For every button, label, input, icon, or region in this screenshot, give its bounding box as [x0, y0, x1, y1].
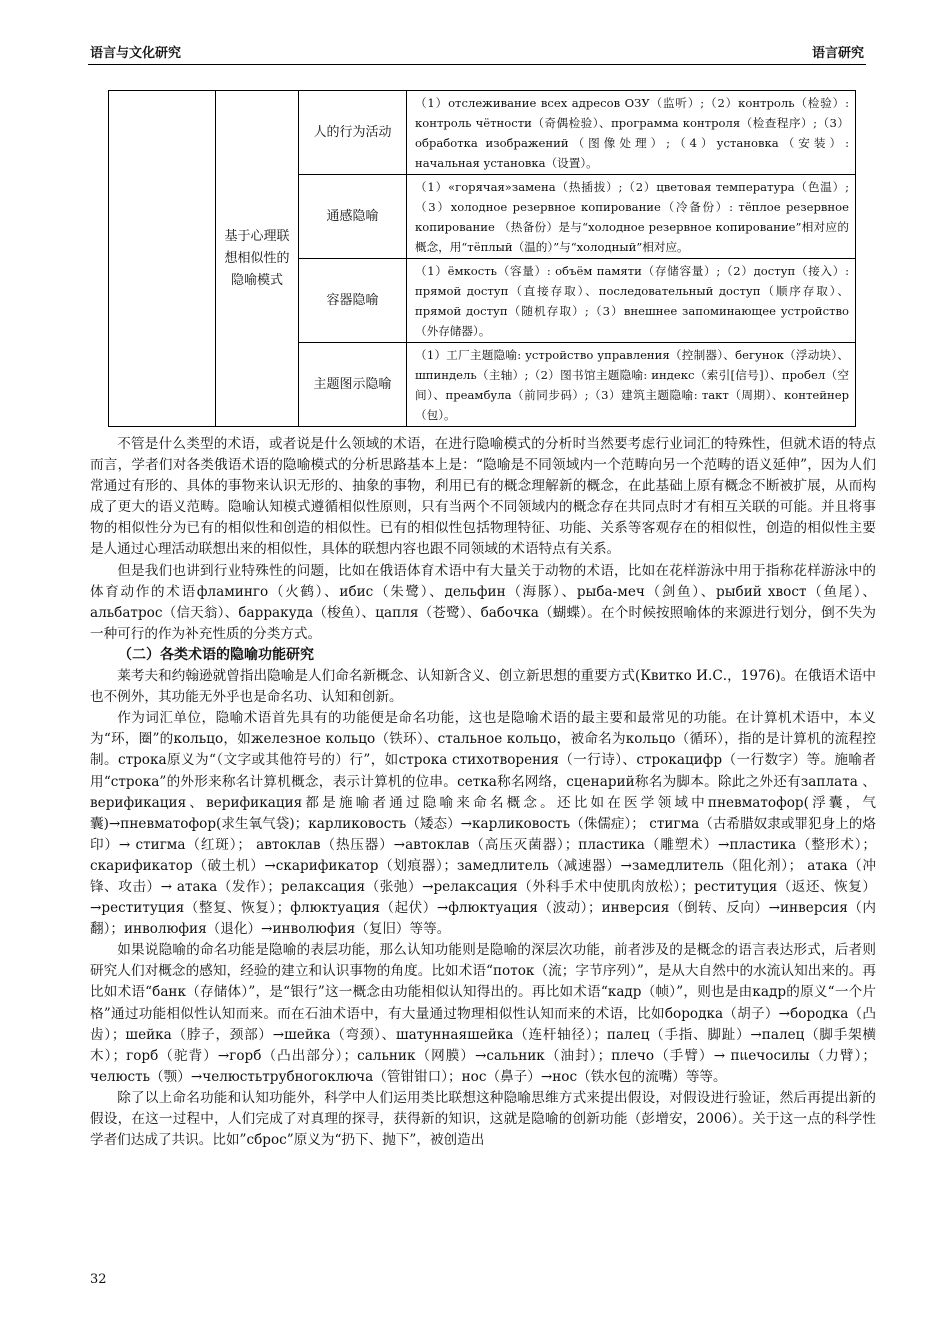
paragraph: 如果说隐喻的命名功能是隐喻的表层功能，那么认知功能则是隐喻的深层次功能，前者涉及的是概念的语言表达形式，后者则研究人们对概念的感知，经验的建立和认识事物的角度。比如术语“поток（流；字节序列）”，是从大自然中的水流认知出来的。再比如术语“банк（存储体）”，是“银行”这一概念由功能相似认知得出的。再比如术语“кадр（帧）”，则也是由кадр的原义“一个片格”通过功能相似性认知而来。而在石油术语中，有大量通过物理相似性认知而来的术语，比如бородка（胡子）→бородка（凸齿）；шейка（脖子，颈部）→шейка（弯颈）、шатуннаяшейка（连杆轴径）；палец（手指、脚趾）→палец（脚手架横木）；горб（驼背）→горб（凸出部分）；сальник（网膜）→сальник（油封）；плечо（手臂）→ пแечосилы（力臂）；челюсть（颚）→челюстьтрубногоключа（管钳钳口）；нос（鼻子）→нос（铁水包的流嘴）等等。	[90, 942, 876, 1085]
article-body	[90, 434, 876, 1151]
group-label: 基于心理联想相似性的隐喻模式	[216, 91, 299, 427]
metaphor-type: 容器隐喻	[299, 259, 407, 343]
paragraph: 作为词汇单位，隐喻术语首先具有的功能便是命名功能，这也是隐喻术语的最主要和最常见的功能。在计算机术语中，本义为“环，圈”的кольцо，如железное кольцо（铁环）、стальное кольцо，被命名为кольцо（循环），指的是计算机的流程控制。строка原义为“（文字或其他符号的）行”，如строка стихотворения（一行诗）、строкацифр（一行数字）等。施喻者用“строка”的外形来称名计算机概念，表示计算机的位串。сетка称名网络，сценарий称名为脚本。除此之外还有заплата 、верификация、верификация都是施喻者通过隐喻来命名概念。还比如在医学领域中пневматофор(浮囊，气囊)→пневматофор(求生氧气袋)；карликовость（矮态）→карликовость（侏儒症）； стигма（古希腊奴隶或罪犯身上的烙印）→ стигма（红斑）； автоклав（热压器）→автоклав（高压灭菌器）；пластика（雕塑术）→пластика（整形术）；скарификатор（破土机）→скарификатор（划痕器）；замедлитель（减速器）→замедлитель（阻化剂）； атака（冲锋、攻击）→ атака（发作）；релаксация（张弛）→релаксация（外科手术中使肌肉放松）；реституция（返还、恢复）→реституция（整复、恢复）；флюктуация（起伏）→флюктуация（波动）；инверсия（倒转、反向）→инверсия（内翻）；инволюфия（退化）→инволюфия（复旧）等等。	[90, 710, 876, 938]
paragraph: 但是我们也讲到行业特殊性的问题，比如在俄语体育术语中有大量关于动物的术语，比如在花样游泳中用于指称花样游泳中的体育动作的术语фламинго（火鹤）、ибис（朱鹭）、дельфин（海豚）、рыба-меч（剑鱼）、рыбий хвост（鱼尾）、альбатрос（信天翁）、барракуда（梭鱼）、цапля（苍鹭）、бабочка（蝴蝶）。在个时候按照喻体的来源进行划分，倒不失为一种可行的作为补充性质的分类方式。	[90, 562, 876, 642]
table-empty-cell	[109, 91, 216, 427]
table-row	[109, 91, 856, 175]
metaphor-examples: （1）«горячая»замена（热插拔）;（2）цветовая температура（色温）;（3）холодное резервное копирование（冷备份）: тёплое резервное копирование （热备份）是与“холодное резервное копирование”相对应的概念，用“тёплый（温的）”与“холодный”相对应。	[407, 175, 856, 259]
paragraph: 除了以上命名功能和认知功能外，科学中人们运用类比联想这种隐喻思维方式来提出假设，对假设进行验证，然后再提出新的假设，在这一过程中，人们完成了对真理的探寻，获得新的知识，这就是隐喻的创新功能（彭增安，2006）。关于这一点的科学性学者们达成了共识。比如”сброс”原义为“扔下、抛下”，被创造出	[90, 1089, 876, 1149]
header-rule	[88, 64, 866, 65]
section-heading: （二）各类术语的隐喻功能研究	[118, 646, 314, 663]
paragraph: 不管是什么类型的术语，或者说是什么领域的术语，在进行隐喻模式的分析时当然要考虑行业词汇的特殊性，但就术语的特点而言，学者们对各类俄语术语的隐喻模式的分析思路基本上是：“隐喻是不同领域内一个范畴向另一个范畴的语义延伸”，因为人们常通过有形的、具体的事物来认识无形的、抽象的事物，利用已有的概念理解新的概念，在此基础上原有概念不断被扩展，从而构成了更大的语义范畴。隐喻认知模式遵循相似性原则，只有当两个不同领域内的概念存在共同点时才有相互关联的可能。并且将事物的相似性分为已有的相似性和创造的相似性。已有的相似性包括物理特征、功能、关系等客观存在的相似性，创造的相似性主要是人通过心理活动联想出来的相似性，具体的联想内容也跟不同领域的术语特点有关系。	[90, 436, 876, 558]
metaphor-type: 主题图示隐喻	[299, 343, 407, 427]
metaphor-examples: （1）工厂主题隐喻: устройство управления（控制器）、бегунок（浮动块）、шпиндель（主轴）;（2）图书馆主题隐喻: индекс（索引[信号]）、пробел（空间）、преамбула（前同步码）;（3）建筑主题隐喻: такт（周期）、контейнер（包）。	[407, 343, 856, 427]
paragraph: 莱考夫和约翰逊就曾指出隐喻是人们命名新概念、认知新含义、创立新思想的重要方式(Квитко И.С.，1976)。在俄语术语中也不例外，其功能无外乎也是命名功、认知和创新。	[90, 668, 876, 706]
metaphor-table	[108, 90, 856, 427]
journal-title: 语言与文化研究	[90, 46, 182, 61]
section-name: 语言研究	[811, 46, 864, 61]
metaphor-examples: （1）ёмкость（容量）: объём памяти（存储容量）;（2）доступ（接入）: прямой доступ（直接存取）、последовательный доступ（顺序存取）、прямой доступ（随机存取）;（3）внешнее запоминающее устройство（外存储器）。	[407, 259, 856, 343]
metaphor-type: 人的行为活动	[299, 91, 407, 175]
metaphor-examples: （1）отслеживание всех адресов ОЗУ（监听）;（2）контроль（检验）: контроль чётности（奇偶检验）、программа контроля（检查程序）;（3）обработка изображений（图像处理）;（4）установка（安装）: начальная установка（设置）。	[407, 91, 856, 175]
page-number: 32	[90, 1272, 107, 1287]
metaphor-type: 通感隐喻	[299, 175, 407, 259]
